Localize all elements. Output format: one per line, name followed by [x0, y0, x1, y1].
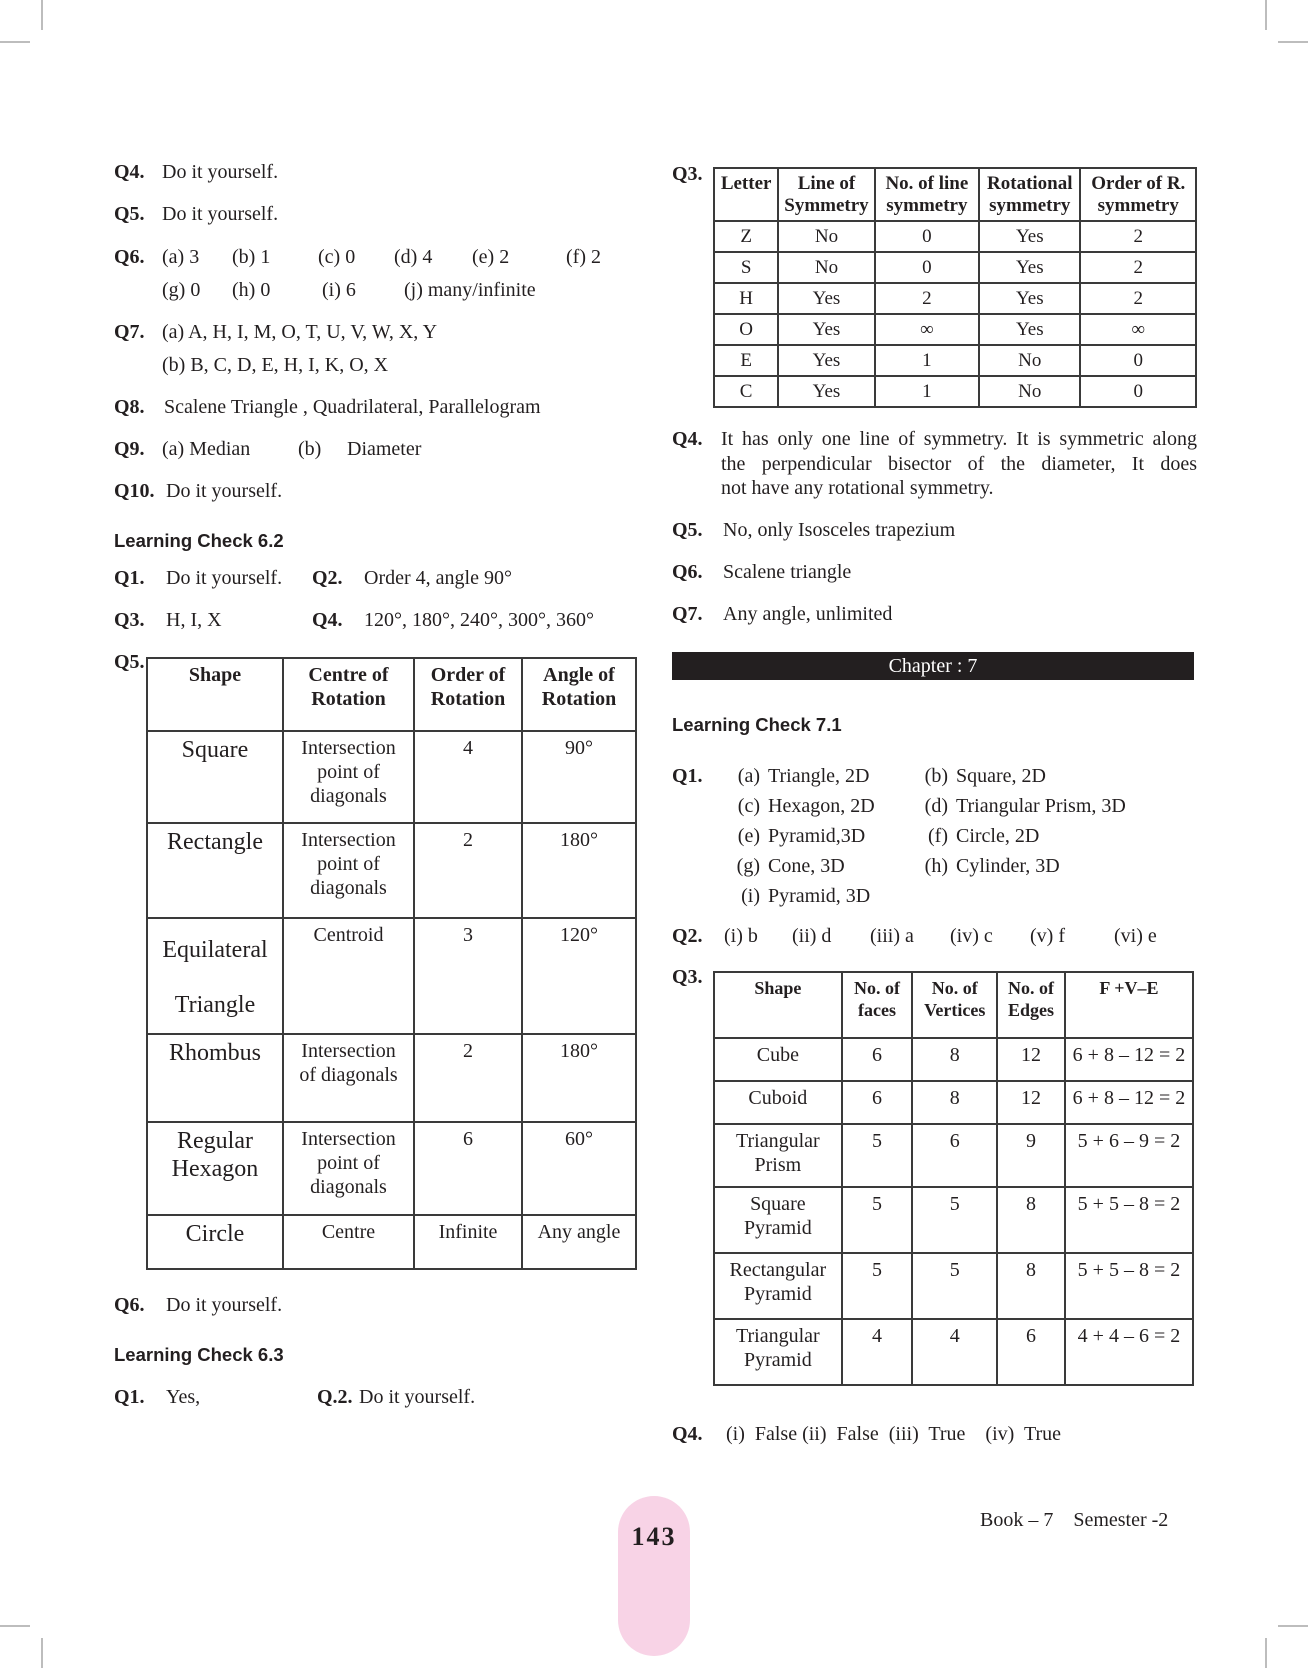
cell-angle: 60° — [522, 1122, 636, 1215]
table-row — [147, 823, 636, 918]
table-header-row — [147, 658, 636, 731]
question-number: Q7. — [114, 321, 145, 343]
question-number: Q5. — [672, 519, 703, 541]
answer-part-b: Diameter — [347, 438, 422, 460]
header-letter: Letter — [714, 168, 778, 221]
item-label: (c) — [737, 795, 760, 817]
cell-angle: Any angle — [522, 1215, 636, 1269]
cell-formula: 5 + 5 – 8 = 2 — [1065, 1187, 1193, 1253]
answer-item: (iii) a — [870, 925, 914, 947]
header-angle-of-rotation: Angle of Rotation — [522, 658, 636, 731]
answer-text: Yes, — [166, 1386, 201, 1408]
answer-part-a: (a) Median — [162, 438, 251, 460]
cell-shape: Cuboid — [714, 1081, 842, 1124]
cell-no-of-lines: 1 — [875, 376, 979, 407]
cell-letter: E — [714, 345, 778, 376]
answer-item: (j) many/infinite — [404, 279, 536, 301]
answer-item: (b) 1 — [232, 246, 271, 268]
cell-line-of-symmetry: Yes — [778, 314, 874, 345]
cell-order: 2 — [1080, 252, 1196, 283]
answer-text: Do it yourself. — [166, 567, 283, 589]
header-centre-of-rotation: Centre of Rotation — [283, 658, 414, 731]
answer-item: (ii) d — [792, 925, 832, 947]
table-row — [714, 1038, 1193, 1081]
cell-line-of-symmetry: Yes — [778, 345, 874, 376]
answer-item: (i) b — [724, 925, 758, 947]
header-line-of-symmetry: Line of Symmetry — [778, 168, 874, 221]
item-label: (d) — [924, 795, 948, 817]
cell-shape: Cube — [714, 1038, 842, 1081]
crop-mark — [0, 1625, 30, 1627]
cell-letter: C — [714, 376, 778, 407]
question-number: Q2. — [312, 567, 343, 589]
chapter-title-bar: Chapter : 7 — [672, 652, 1194, 680]
question-number: Q1. — [114, 567, 145, 589]
cell-order: 4 — [414, 731, 522, 823]
cell-order: 2 — [414, 823, 522, 918]
lc71-answer-q1 — [672, 761, 1192, 911]
table-row — [714, 1253, 1193, 1319]
cell-letter: O — [714, 314, 778, 345]
cell-edges: 6 — [997, 1319, 1065, 1385]
answer-q4 — [114, 160, 279, 184]
cell-rotational-symmetry: Yes — [979, 221, 1080, 252]
answer-item: (f) 2 — [566, 246, 601, 268]
table-row — [714, 283, 1196, 314]
answer-item: (a) 3 — [162, 246, 200, 268]
question-number: Q9. — [114, 438, 145, 460]
item-text: Circle, 2D — [956, 825, 1040, 847]
right-answer-q4 — [672, 427, 1197, 507]
answer-item: (iv) c — [950, 925, 993, 947]
question-number: Q5. — [114, 203, 145, 225]
table-header-row — [714, 972, 1193, 1038]
answer-item: (v) f — [1030, 925, 1065, 947]
cell-angle: 90° — [522, 731, 636, 823]
cell-vertices: 6 — [912, 1124, 997, 1187]
answer-line: the perpendicular bisector of the diameter, It does — [721, 452, 1197, 475]
cell-vertices: 5 — [912, 1253, 997, 1319]
table-header-row — [714, 168, 1196, 221]
cell-no-of-lines: 1 — [875, 345, 979, 376]
lc71-answer-q4 — [672, 1422, 1061, 1446]
cell-order: 0 — [1080, 376, 1196, 407]
answer-q10 — [114, 479, 283, 503]
cell-order: 0 — [1080, 345, 1196, 376]
question-number: Q10. — [114, 480, 155, 502]
answer-text: Do it yourself. — [359, 1386, 476, 1408]
cell-order: Infinite — [414, 1215, 522, 1269]
cell-shape: Triangular Pyramid — [714, 1319, 842, 1385]
table-row — [714, 1081, 1193, 1124]
cell-letter: Z — [714, 221, 778, 252]
table-row — [147, 1034, 636, 1122]
header-no-of-line-symmetry: No. of line symmetry — [875, 168, 979, 221]
answer-q6 — [114, 245, 614, 305]
answer-text: No, only Isosceles trapezium — [723, 519, 956, 541]
cell-faces: 5 — [842, 1124, 913, 1187]
question-number: Q1. — [114, 1386, 145, 1408]
answer-item: (e) 2 — [472, 246, 510, 268]
answer-line: It has only one line of symmetry. It is symmetric along — [721, 428, 1197, 450]
header-no-of-edges: No. of Edges — [997, 972, 1065, 1038]
cell-vertices: 5 — [912, 1187, 997, 1253]
right-answer-q5 — [672, 518, 956, 542]
cell-centre: Centre — [283, 1215, 414, 1269]
cell-no-of-lines: 0 — [875, 221, 979, 252]
answer-item — [724, 851, 875, 881]
item-text: Pyramid,3D — [768, 825, 866, 847]
cell-shape: Equilateral Triangle — [147, 918, 283, 1034]
cell-centre: Intersection point of diagonals — [283, 1122, 414, 1215]
cell-angle: 180° — [522, 1034, 636, 1122]
question-number: Q4. — [312, 609, 343, 631]
cell-formula: 4 + 4 – 6 = 2 — [1065, 1319, 1193, 1385]
table-row — [714, 221, 1196, 252]
cell-no-of-lines: 2 — [875, 283, 979, 314]
answer-item: (vi) e — [1114, 925, 1157, 947]
table-row — [147, 1215, 636, 1269]
page-number: 143 — [631, 1522, 677, 1551]
cell-vertices: 8 — [912, 1038, 997, 1081]
cell-centre: Centroid — [283, 918, 414, 1034]
question-number: Q6. — [114, 246, 145, 268]
answer-item: (g) 0 — [162, 279, 201, 301]
cell-line-of-symmetry: Yes — [778, 283, 874, 314]
page-number-tab — [618, 1496, 690, 1656]
answer-text: (i) False (ii) False (iii) True (iv) True — [726, 1423, 1061, 1445]
header-no-of-faces: No. of faces — [842, 972, 913, 1038]
answer-item: (h) 0 — [232, 279, 271, 301]
item-text: Cone, 3D — [768, 855, 845, 877]
cell-faces: 6 — [842, 1038, 913, 1081]
crop-mark — [1278, 41, 1308, 43]
question-number: Q1. — [672, 765, 703, 787]
answer-line: not have any rotational symmetry. — [721, 477, 994, 499]
question-number: Q4. — [672, 428, 703, 450]
answer-item — [724, 761, 875, 791]
cell-edges: 8 — [997, 1253, 1065, 1319]
header-euler-formula: F +V–E — [1065, 972, 1193, 1038]
right-answer-q7 — [672, 602, 893, 626]
cell-order: ∞ — [1080, 314, 1196, 345]
item-text: Triangle, 2D — [768, 765, 870, 787]
answer-part-a: (a) A, H, I, M, O, T, U, V, W, X, Y — [162, 321, 438, 343]
answer-item: (c) 0 — [318, 246, 356, 268]
cell-shape: Rectangular Pyramid — [714, 1253, 842, 1319]
cell-vertices: 4 — [912, 1319, 997, 1385]
section-heading-lc71: Learning Check 7.1 — [672, 714, 842, 735]
cell-order: 2 — [414, 1034, 522, 1122]
cell-faces: 5 — [842, 1253, 913, 1319]
crop-mark — [1278, 1625, 1308, 1627]
cell-letter: H — [714, 283, 778, 314]
cell-faces: 6 — [842, 1081, 913, 1124]
cell-rotational-symmetry: No — [979, 376, 1080, 407]
table-row — [147, 1122, 636, 1215]
question-number: Q2. — [672, 925, 703, 947]
header-shape: Shape — [714, 972, 842, 1038]
answer-item: (d) 4 — [394, 246, 433, 268]
answer-list-right — [912, 761, 1126, 881]
answer-text: Scalene Triangle , Quadrilateral, Parallelogram — [164, 396, 541, 418]
cell-order: 3 — [414, 918, 522, 1034]
cell-faces: 5 — [842, 1187, 913, 1253]
cell-rotational-symmetry: Yes — [979, 314, 1080, 345]
answer-text: Do it yourself. — [166, 480, 283, 502]
question-number: Q3. — [672, 163, 703, 185]
cell-centre: Intersection point of diagonals — [283, 731, 414, 823]
cell-order: 2 — [1080, 283, 1196, 314]
header-rotational-symmetry: Rotational symmetry — [979, 168, 1080, 221]
answer-item — [724, 791, 875, 821]
item-text: Hexagon, 2D — [768, 795, 875, 817]
table-row — [714, 314, 1196, 345]
section-heading-lc62: Learning Check 6.2 — [114, 530, 284, 551]
table-row — [714, 1187, 1193, 1253]
question-number: Q7. — [672, 603, 703, 625]
answer-item — [912, 761, 1126, 791]
item-label: (h) — [924, 855, 948, 877]
question-number: Q3. — [114, 609, 145, 631]
cell-order: 6 — [414, 1122, 522, 1215]
cell-shape: Rhombus — [147, 1034, 283, 1122]
table-row — [714, 345, 1196, 376]
question-number: Q6. — [114, 1294, 145, 1316]
cell-shape: Circle — [147, 1215, 283, 1269]
answer-text: Do it yourself. — [162, 161, 279, 183]
answer-text: Do it yourself. — [166, 1294, 283, 1316]
answer-part-b: (b) B, C, D, E, H, I, K, O, X — [162, 354, 389, 376]
question-number: Q5. — [114, 651, 145, 673]
table-row — [147, 918, 636, 1034]
item-label: (a) — [737, 765, 760, 787]
table-row — [714, 252, 1196, 283]
cell-faces: 4 — [842, 1319, 913, 1385]
item-text: Cylinder, 3D — [956, 855, 1060, 877]
answer-item — [912, 851, 1126, 881]
cell-rotational-symmetry: Yes — [979, 283, 1080, 314]
crop-mark — [0, 41, 30, 43]
answer-item — [724, 821, 875, 851]
cell-shape: Regular Hexagon — [147, 1122, 283, 1215]
cell-shape: Triangular Prism — [714, 1124, 842, 1187]
answer-q7 — [114, 320, 614, 380]
answer-text: Scalene triangle — [723, 561, 852, 583]
cell-edges: 12 — [997, 1038, 1065, 1081]
cell-angle: 180° — [522, 823, 636, 918]
lc62-answer-q6 — [114, 1293, 283, 1317]
crop-mark — [1265, 0, 1267, 30]
item-label: (e) — [737, 825, 760, 847]
cell-angle: 120° — [522, 918, 636, 1034]
cell-letter: S — [714, 252, 778, 283]
crop-mark — [41, 0, 43, 30]
question-number: Q.2. — [317, 1386, 353, 1408]
answer-item: (i) 6 — [322, 279, 356, 301]
answer-part-b-label: (b) — [298, 438, 322, 460]
cell-edges: 9 — [997, 1124, 1065, 1187]
answer-text: Any angle, unlimited — [723, 603, 893, 625]
cell-formula: 6 + 8 – 12 = 2 — [1065, 1038, 1193, 1081]
cell-centre: Intersection point of diagonals — [283, 823, 414, 918]
cell-formula: 6 + 8 – 12 = 2 — [1065, 1081, 1193, 1124]
table-row — [714, 1124, 1193, 1187]
letter-symmetry-table — [713, 167, 1197, 408]
section-heading-lc63: Learning Check 6.3 — [114, 1344, 284, 1365]
cell-edges: 12 — [997, 1081, 1065, 1124]
item-text: Square, 2D — [956, 765, 1046, 787]
cell-centre: Intersection of diagonals — [283, 1034, 414, 1122]
cell-edges: 8 — [997, 1187, 1065, 1253]
cell-line-of-symmetry: Yes — [778, 376, 874, 407]
question-number: Q4. — [114, 161, 145, 183]
item-label: (f) — [928, 825, 948, 847]
question-number: Q6. — [672, 561, 703, 583]
table-row — [714, 376, 1196, 407]
cell-no-of-lines: ∞ — [875, 314, 979, 345]
question-number: Q3. — [672, 966, 703, 988]
answer-text: Order 4, angle 90° — [364, 567, 512, 589]
item-text: Pyramid, 3D — [768, 885, 871, 907]
answer-q8 — [114, 395, 541, 419]
answer-paragraph — [721, 427, 1197, 501]
cell-vertices: 8 — [912, 1081, 997, 1124]
item-label: (b) — [924, 765, 948, 787]
cell-line-of-symmetry: No — [778, 221, 874, 252]
rotation-symmetry-table — [146, 657, 637, 1270]
header-order-of-rotational-symmetry: Order of R. symmetry — [1080, 168, 1196, 221]
answer-text: Do it yourself. — [162, 203, 279, 225]
table-row — [147, 731, 636, 823]
cell-shape: Square — [147, 731, 283, 823]
answer-list-left — [724, 761, 875, 911]
cell-formula: 5 + 6 – 9 = 2 — [1065, 1124, 1193, 1187]
header-shape: Shape — [147, 658, 283, 731]
answer-item — [912, 821, 1126, 851]
cell-rotational-symmetry: No — [979, 345, 1080, 376]
answer-text: H, I, X — [166, 609, 222, 631]
item-label: (g) — [736, 855, 760, 877]
crop-mark — [41, 1638, 43, 1668]
answer-item — [912, 791, 1126, 821]
question-number: Q4. — [672, 1423, 703, 1445]
cell-rotational-symmetry: Yes — [979, 252, 1080, 283]
item-label: (i) — [741, 885, 760, 907]
question-number: Q8. — [114, 396, 145, 418]
answer-text: 120°, 180°, 240°, 300°, 360° — [364, 609, 594, 631]
cell-line-of-symmetry: No — [778, 252, 874, 283]
cell-shape: Rectangle — [147, 823, 283, 918]
cell-order: 2 — [1080, 221, 1196, 252]
polyhedra-table — [713, 971, 1194, 1386]
answer-q5 — [114, 202, 279, 226]
right-answer-q6 — [672, 560, 852, 584]
cell-shape: Square Pyramid — [714, 1187, 842, 1253]
item-text: Triangular Prism, 3D — [956, 795, 1126, 817]
answer-item — [724, 881, 875, 911]
book-info: Book – 7 Semester -2 — [980, 1509, 1169, 1531]
header-order-of-rotation: Order of Rotation — [414, 658, 522, 731]
cell-formula: 5 + 5 – 8 = 2 — [1065, 1253, 1193, 1319]
crop-mark — [1265, 1638, 1267, 1668]
cell-no-of-lines: 0 — [875, 252, 979, 283]
header-no-of-vertices: No. of Vertices — [912, 972, 997, 1038]
table-row — [714, 1319, 1193, 1385]
